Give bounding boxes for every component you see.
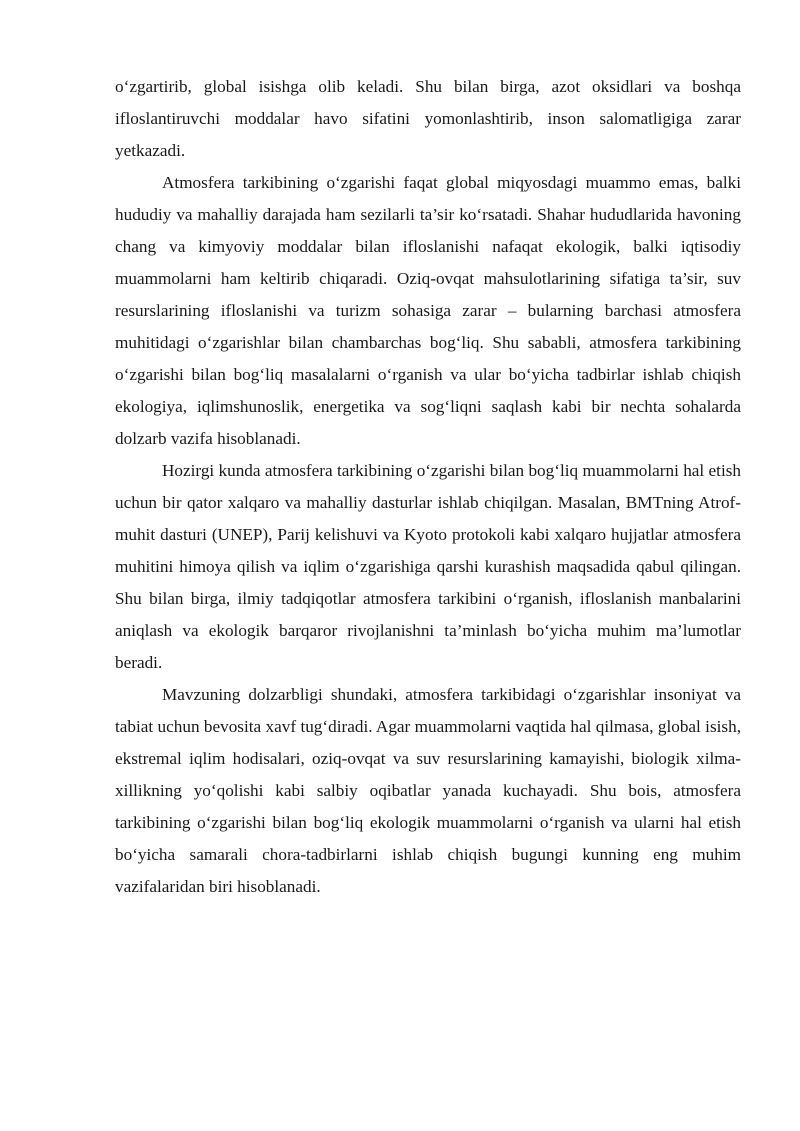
document-page bbox=[115, 71, 741, 903]
paragraph-international-programs: Hozirgi kunda atmosfera tarkibining o‘zgarishi bilan bog‘liq muammolarni hal etish uchun bir qator xalqaro va mahalliy dasturlar ishlab chiqilgan. Masalan, BMTning Atrof-muhit dasturi (UNEP), Parij kelishuvi va Kyoto protokoli kabi xalqaro hujjatlar atmosfera muhitini himoya qilish va iqlim o‘zgarishiga qarshi kurashish maqsadida qabul qilingan. Shu bilan birga, ilmiy tadqiqotlar atmosfera tarkibini o‘rganish, ifloslanish manbalarini aniqlash va ekologik barqaror rivojlanishni ta’minlash bo‘yicha muhim ma’lumotlar beradi. bbox=[115, 461, 741, 672]
paragraph-regional-impact: Atmosfera tarkibining o‘zgarishi faqat global miqyosdagi muammo emas, balki hududiy va mahalliy darajada ham sezilarli ta’sir ko‘rsatadi. Shahar hududlarida havoning chang va kimyoviy moddalar bilan ifloslanishi nafaqat ekologik, balki iqtisodiy muammolarni ham keltirib chiqaradi. Oziq-ovqat mahsulotlarining sifatiga ta’sir, suv resurslarining ifloslanishi va turizm sohasiga zarar – bularning barchasi atmosfera muhitidagi o‘zgarishlar bilan chambarchas bog‘liq. Shu sababli, atmosfera tarkibining o‘zgarishi bilan bog‘liq masalalarni o‘rganish va ular bo‘yicha tadbirlar ishlab chiqish ekologiya, iqlimshunoslik, energetika va sog‘liqni saqlash kabi bir nechta sohalarda dolzarb vazifa hisoblanadi. bbox=[115, 173, 741, 448]
paragraph-topic-relevance: Mavzuning dolzarbligi shundaki, atmosfera tarkibidagi o‘zgarishlar insoniyat va tabiat uchun bevosita xavf tug‘diradi. Agar muammolarni vaqtida hal qilmasa, global isish, ekstremal iqlim hodisalari, oziq-ovqat va suv resurslarining kamayishi, biologik xilma-xillikning yo‘qolishi kabi salbiy oqibatlar yanada kuchayadi. Shu bois, atmosfera tarkibining o‘zgarishi bilan bog‘liq ekologik muammolarni o‘rganish va ularni hal etish bo‘yicha samarali chora-tadbirlarni ishlab chiqish bugungi kunning eng muhim vazifalaridan biri hisoblanadi. bbox=[115, 685, 741, 896]
paragraph-continuation: o‘zgartirib, global isishga olib keladi. Shu bilan birga, azot oksidlari va boshqa ifloslantiruvchi moddalar havo sifatini yomonlashtirib, inson salomatligiga zarar yetkazadi. bbox=[115, 77, 741, 160]
